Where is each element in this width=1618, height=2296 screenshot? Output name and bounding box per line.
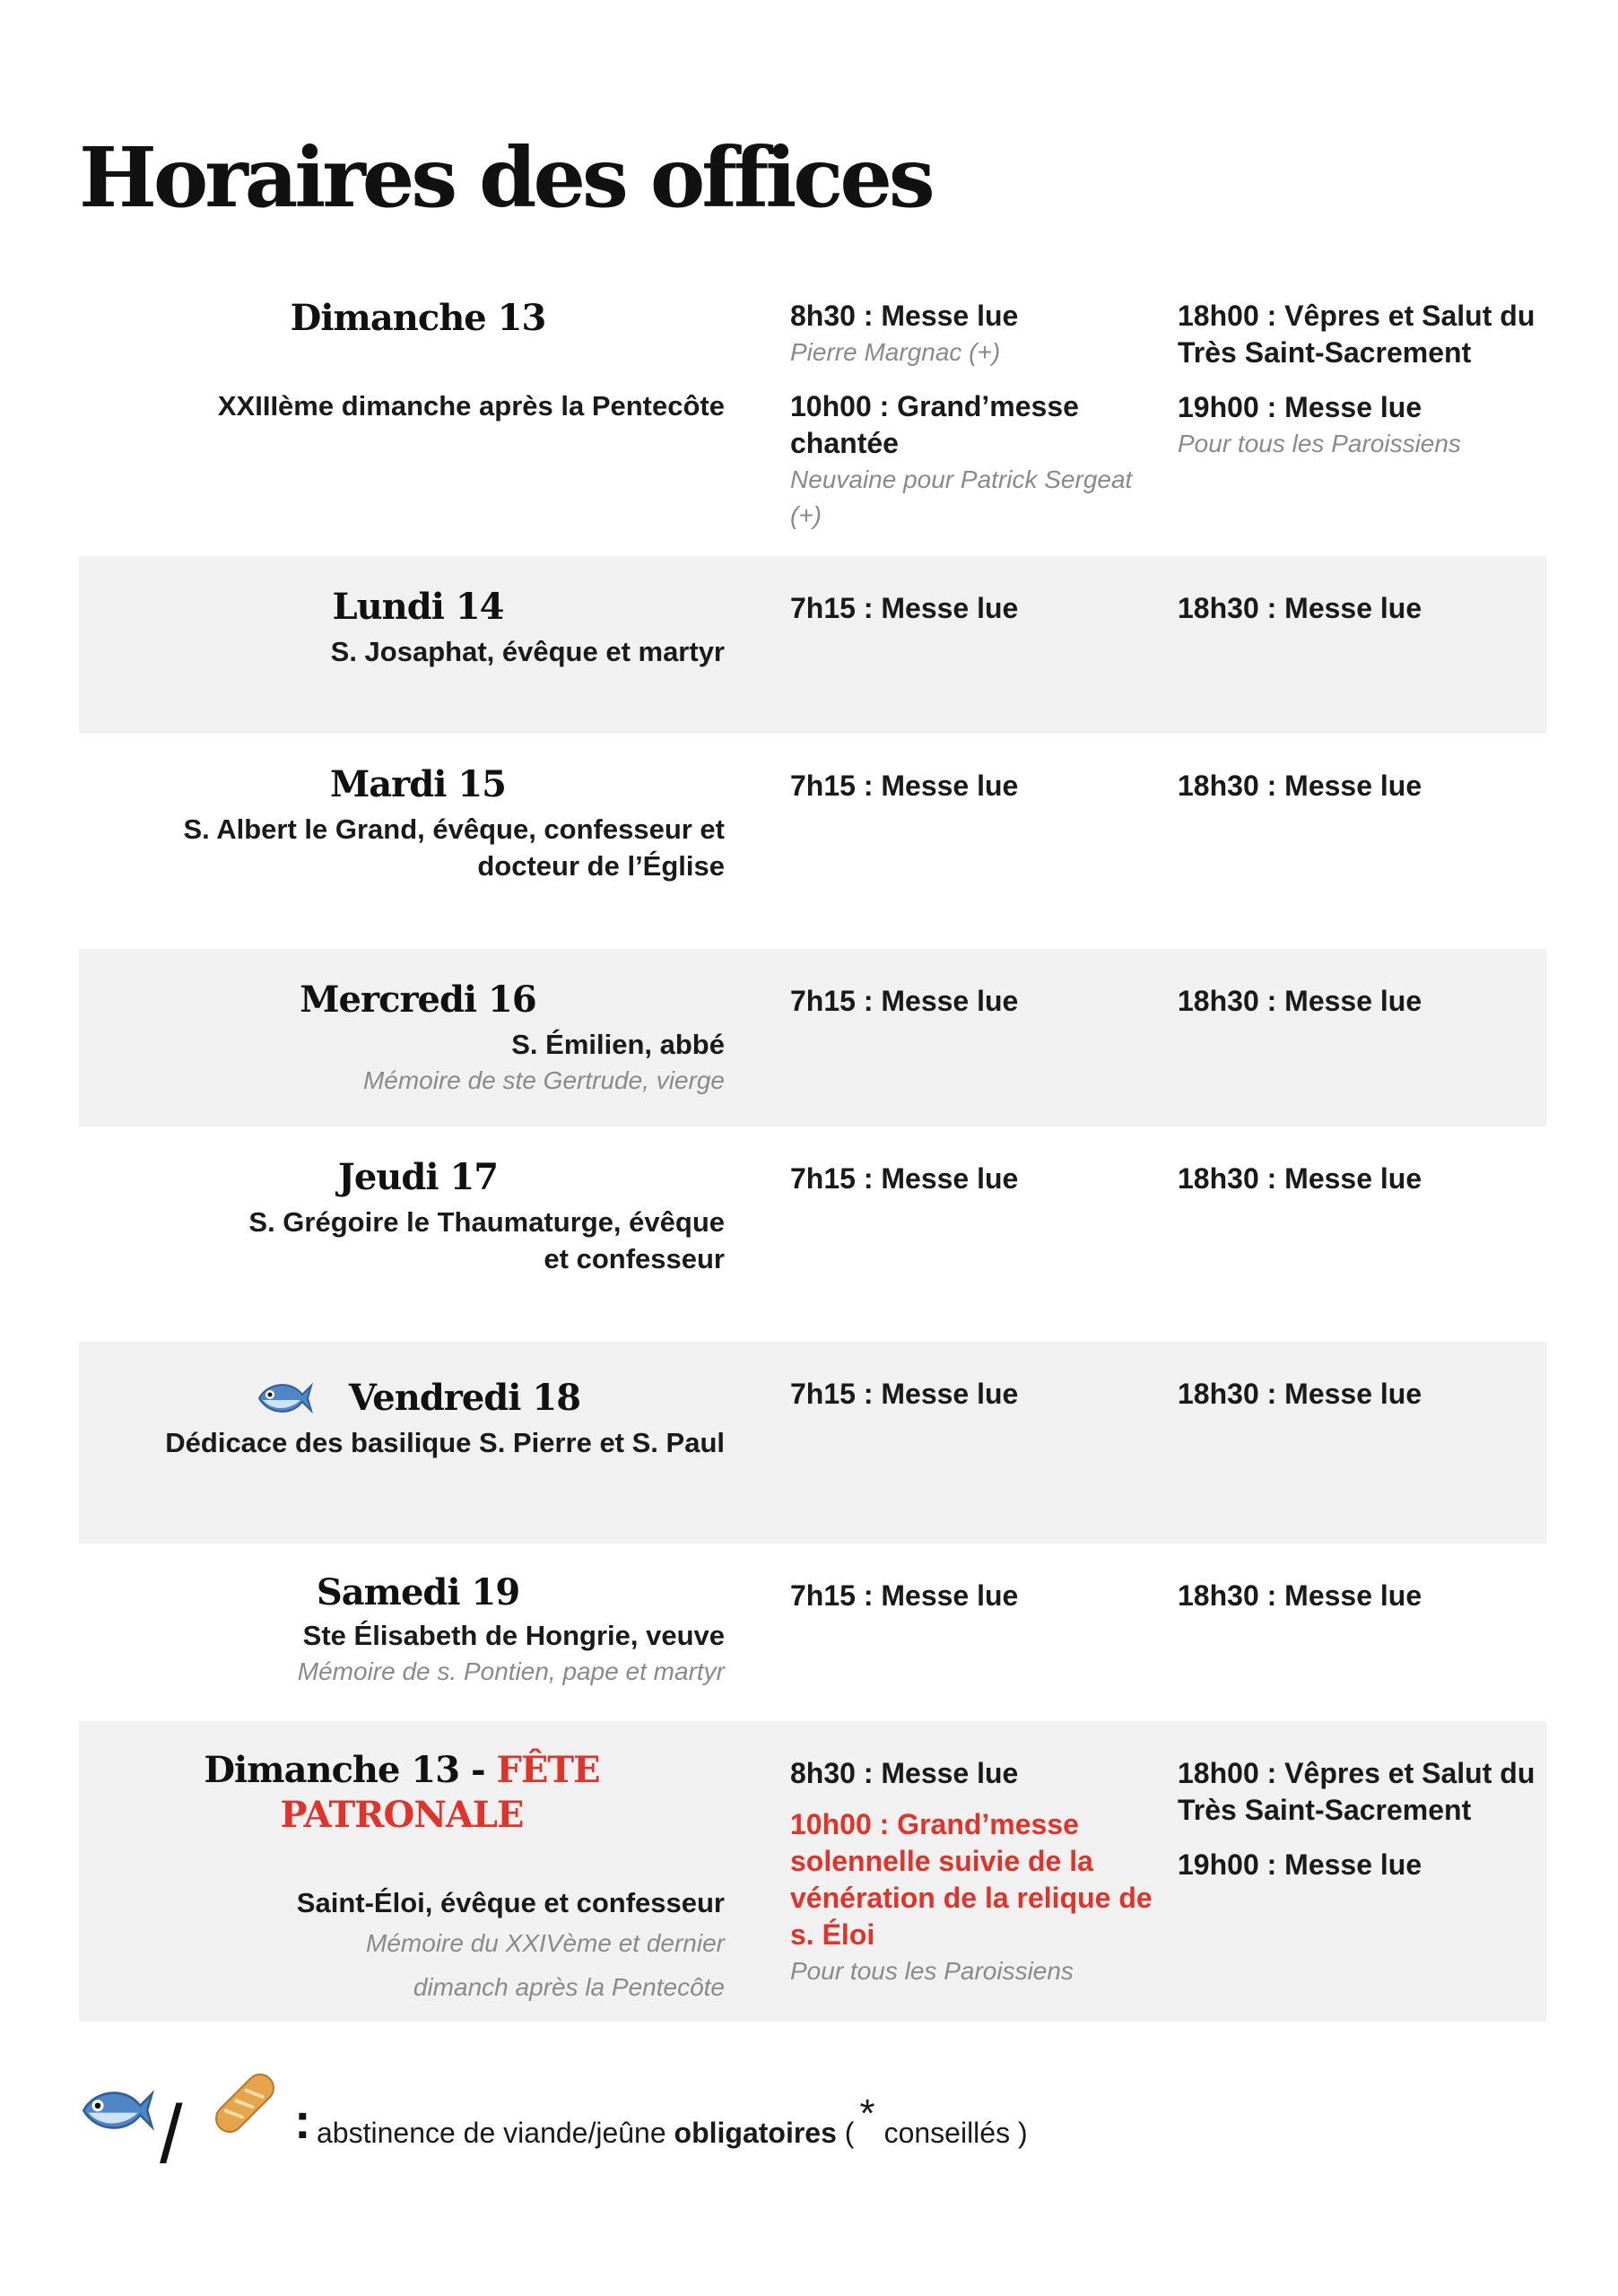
mass-time: 18h30 : Messe lue	[1178, 592, 1422, 624]
saint-of-day: Dédicace des basilique S. Pierre et S. Paul	[165, 1427, 725, 1458]
mass-time: 18h30 : Messe lue	[1178, 770, 1422, 802]
mass-intention: Neuvaine pour Patrick Sergeat (+)	[790, 465, 1133, 529]
day-name: Mercredi 16	[300, 978, 536, 1021]
day-name: Vendredi 18	[348, 1377, 581, 1419]
day-name: Lundi 14	[332, 586, 504, 628]
day-name: Dimanche 13	[290, 297, 546, 339]
mass-time: 19h00 : Messe lue	[1178, 391, 1422, 423]
mass-time: 7h15 : Messe lue	[790, 1579, 1019, 1612]
day-row	[79, 1342, 1546, 1544]
page-title: Horaires des offices	[79, 129, 932, 226]
mass-intention: Pour tous les Paroissiens	[1178, 430, 1461, 457]
fish-icon	[256, 1377, 313, 1420]
mass-time: 18h30 : Messe lue	[1178, 1162, 1422, 1195]
mass-time: 18h30 : Messe lue	[1178, 985, 1422, 1017]
solemn-mass: 10h00 : Grand’messe solennelle suivie de la vénération de la relique de s. Éloi	[790, 1808, 1153, 1951]
legend	[79, 2063, 1245, 2180]
day-separator: -	[459, 1749, 497, 1791]
saint-of-day: Saint-Éloi, évêque et confesseur	[296, 1887, 725, 1918]
mass-time: 19h00 : Messe lue	[1178, 1848, 1422, 1881]
mass-time: 18h30 : Messe lue	[1178, 1579, 1422, 1612]
saint-of-day: S. Albert le Grand, évêque, confesseur et docteur de l’Église	[183, 813, 725, 882]
bread-icon	[204, 2063, 285, 2144]
legend-emphasis: obligatoires	[674, 2117, 837, 2149]
saint-of-day: S. Josaphat, évêque et martyr	[330, 636, 725, 667]
saint-of-day: XXIIIème dimanche après la Pentecôte	[217, 390, 725, 422]
mass-time: 7h15 : Messe lue	[790, 1162, 1019, 1195]
schedule-table	[79, 276, 1546, 2022]
fish-icon	[79, 2081, 154, 2140]
day-row	[79, 1721, 1546, 2022]
saint-of-day: S. Grégoire le Thaumaturge, évêque et confesseur	[248, 1206, 725, 1274]
day-row	[79, 276, 1546, 556]
mass-time: 7h15 : Messe lue	[790, 592, 1019, 624]
mass-intention: Pierre Margnac (+)	[790, 338, 1001, 366]
legend-colon: :	[294, 2092, 311, 2149]
memoire-note: Mémoire de ste Gertrude, vierge	[362, 1066, 725, 1094]
saint-of-day: S. Émilien, abbé	[511, 1029, 725, 1060]
memoire-note: Mémoire du XXIVème et dernier dimanch après la Pentecôte	[366, 1929, 725, 2001]
day-name: Dimanche 13	[204, 1749, 460, 1791]
day-row	[79, 1126, 1546, 1342]
day-row	[79, 556, 1546, 734]
day-row	[79, 949, 1546, 1126]
day-name: Samedi 19	[316, 1571, 520, 1613]
feast-label: FÊTE PATRONALE	[280, 1749, 600, 1836]
day-name: Mardi 15	[329, 763, 507, 805]
day-row	[79, 1544, 1546, 1721]
mass-time: 10h00 : Grand’messe chantée	[790, 390, 1079, 459]
legend-text: abstinence de viande/jeûne obligatoires ( * conseillés )	[317, 2092, 1028, 2149]
day-row	[79, 734, 1546, 949]
mass-time: 7h15 : Messe lue	[790, 985, 1019, 1017]
mass-time: 8h30 : Messe lue	[790, 1757, 1019, 1789]
mass-time: 18h30 : Messe lue	[1178, 1378, 1422, 1410]
mass-intention: Pour tous les Paroissiens	[790, 1957, 1074, 1985]
asterisk-icon: *	[859, 2092, 875, 2135]
mass-time: 8h30 : Messe lue	[790, 300, 1019, 332]
day-name: Jeudi 17	[337, 1156, 499, 1198]
mass-time: 7h15 : Messe lue	[790, 770, 1019, 802]
legend-slash: /	[160, 2089, 183, 2180]
office-time: 18h00 : Vêpres et Salut du Très Saint-Sacrement	[1178, 1757, 1535, 1826]
mass-time: 7h15 : Messe lue	[790, 1378, 1019, 1410]
saint-of-day: Ste Élisabeth de Hongrie, veuve	[302, 1620, 725, 1651]
office-time: 18h00 : Vêpres et Salut du Très Saint-Sacrement	[1178, 300, 1535, 369]
memoire-note: Mémoire de s. Pontien, pape et martyr	[297, 1657, 725, 1685]
